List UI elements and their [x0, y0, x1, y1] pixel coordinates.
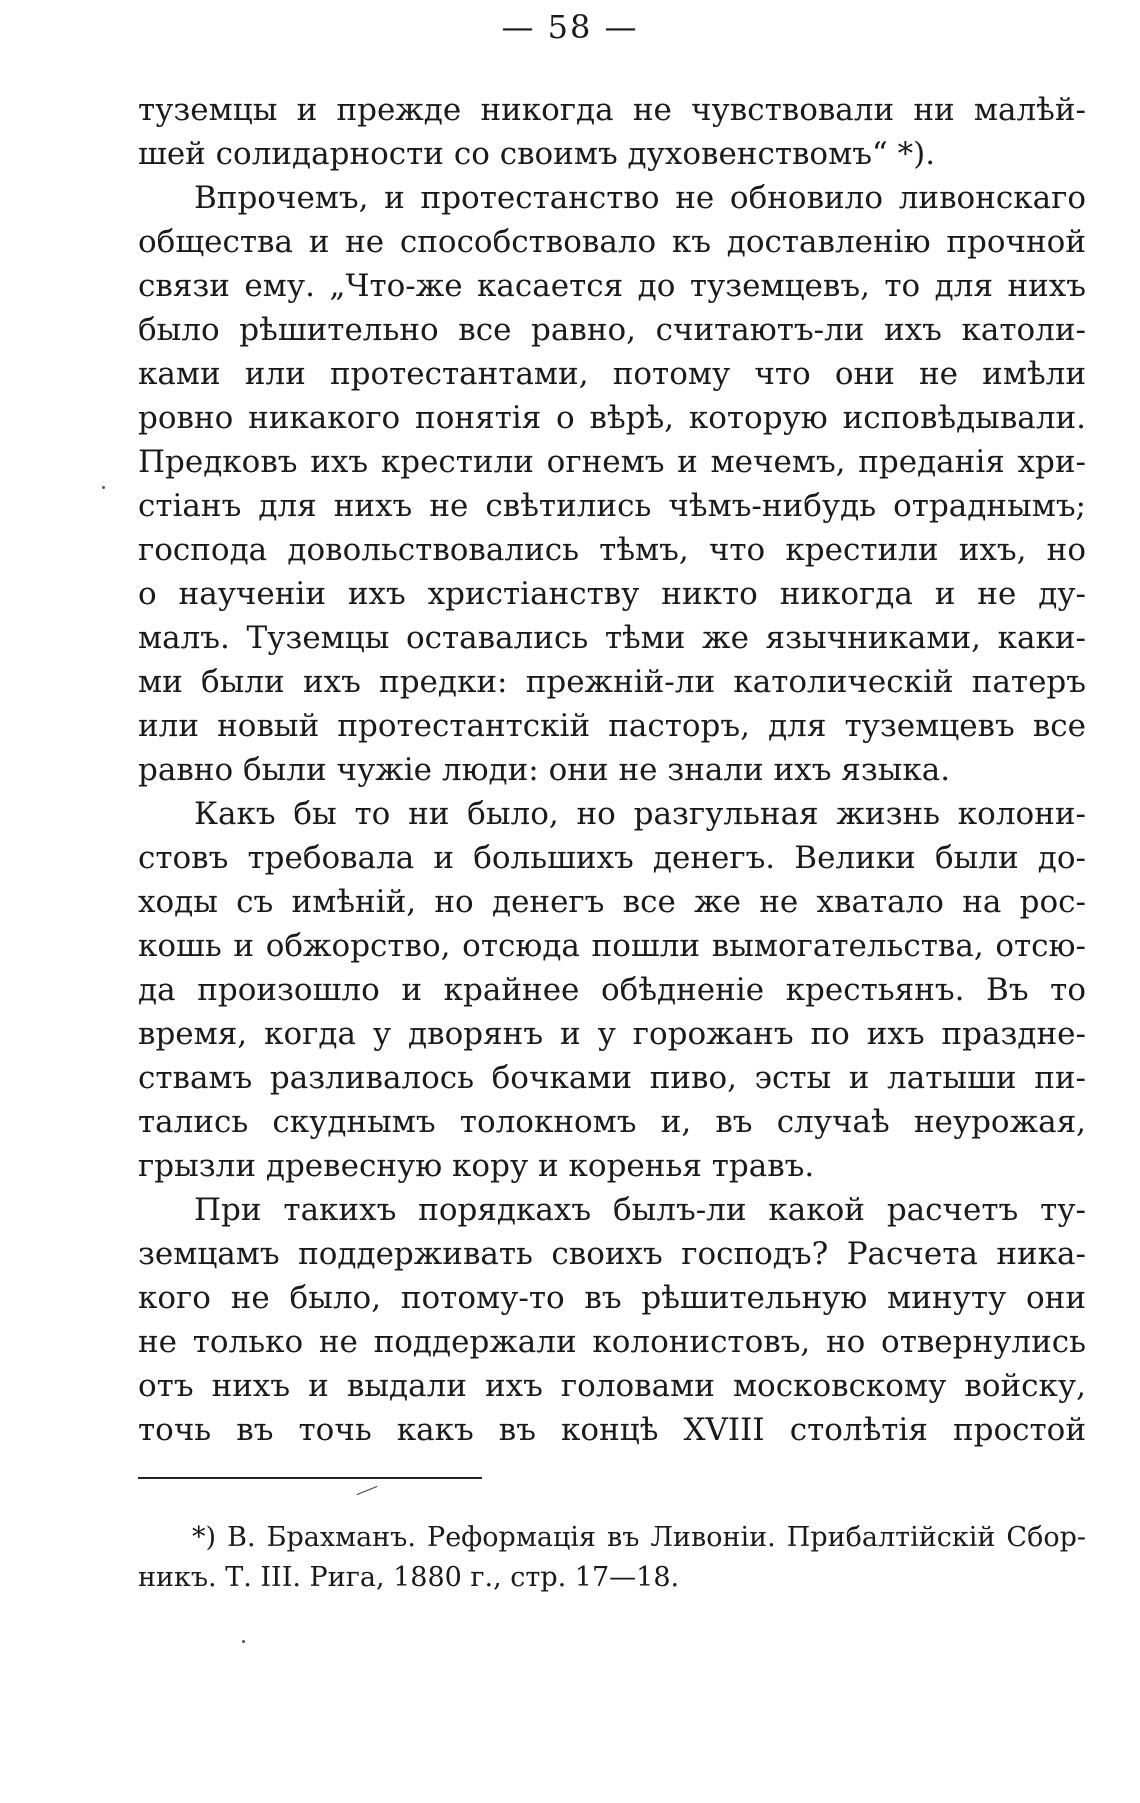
text-line: отъ нихъ и выдали ихъ головами московскому войску, — [138, 1368, 1086, 1404]
text-line: ходы съ имѣній, но денегъ все же не хватало на рос- — [138, 884, 1086, 920]
text-line: господа довольствовались тѣмъ, что крестили ихъ, но — [138, 532, 1086, 568]
text-line: Впрочемъ, и протестанство не обновило ливонскаго — [194, 180, 1086, 216]
text-line: о наученіи ихъ христіанству никто никогда и не ду- — [138, 576, 1086, 612]
text-line: ровно никакого понятія о вѣрѣ, которую исповѣдывали. — [138, 400, 1086, 436]
text-line: шей солидарности со своимъ духовенствомъ“ *). — [138, 136, 936, 172]
footnote-divider — [138, 1477, 482, 1479]
text-line: не только не поддержали колонистовъ, но отвернулись — [138, 1324, 1086, 1360]
text-line: равно были чужіе люди: они не знали ихъ языка. — [138, 752, 951, 788]
stray-pen-mark — [357, 1486, 378, 1495]
text-line: Предковъ ихъ крестили огнемъ и мечемъ, преданія хри- — [138, 444, 1086, 480]
stray-dot — [242, 1640, 245, 1643]
footnote-line: никъ. Т. III. Рига, 1880 г., стр. 17—18. — [138, 1562, 680, 1593]
text-line: земцамъ поддерживать своихъ господъ? Расчета никa- — [138, 1236, 1086, 1272]
text-line: связи ему. „Что-же касается до туземцевъ, то для нихъ — [138, 268, 1086, 304]
text-line: точь въ точь какъ въ концѣ XVIII столѣтія простой — [138, 1412, 1086, 1448]
text-line: или новый протестантскій пасторъ, для туземцевъ все — [138, 708, 1086, 744]
footnote — [138, 1518, 1086, 1598]
text-line: стовъ требовала и большихъ денегъ. Велики были до- — [138, 840, 1086, 876]
footnote-line: *) В. Брахманъ. Реформація въ Ливоніи. Прибалтійскій Сбор- — [192, 1522, 1086, 1553]
text-line: ками или протестантами, потому что они не имѣли — [138, 356, 1086, 392]
text-line: кого не было, потому-то въ рѣшительную минуту они — [138, 1280, 1086, 1316]
text-line: Какъ бы то ни было, но разгульная жизнь колони- — [194, 796, 1086, 832]
text-line: было рѣшительно все равно, считаютъ-ли ихъ католи- — [138, 312, 1086, 348]
text-line: тались скуднымъ толокномъ и, въ случаѣ неурожая, — [138, 1104, 1086, 1140]
text-line: грызли древесную кору и коренья травъ. — [138, 1148, 815, 1184]
text-line: малъ. Туземцы оставались тѣми же язычниками, каки- — [138, 620, 1086, 656]
text-line: При такихъ порядкахъ былъ-ли какой расчетъ ту- — [194, 1192, 1086, 1228]
stray-dot — [102, 486, 105, 489]
text-line: время, когда у дворянъ и у горожанъ по ихъ праздне- — [138, 1016, 1086, 1052]
page-number: — 58 — — [501, 8, 639, 46]
text-line: да произошло и крайнее обѣдненіе крестьянъ. Въ то — [138, 972, 1086, 1008]
text-line: стіанъ для нихъ не свѣтились чѣмъ-нибудь отраднымъ; — [138, 488, 1086, 524]
text-line: ми были ихъ предки: прежній-ли католическій патеръ — [138, 664, 1086, 700]
text-line: кошь и обжорство, отсюда пошли вымогательства, отсю- — [138, 928, 1086, 964]
text-line: ствамъ разливалось бочками пиво, эсты и латыши пи- — [138, 1060, 1086, 1096]
text-line: общества и не способствовало къ доставленію прочной — [138, 224, 1086, 260]
text-line: туземцы и прежде никогда не чувствовали ни малѣй- — [138, 92, 1086, 128]
body-text — [138, 88, 1086, 1452]
